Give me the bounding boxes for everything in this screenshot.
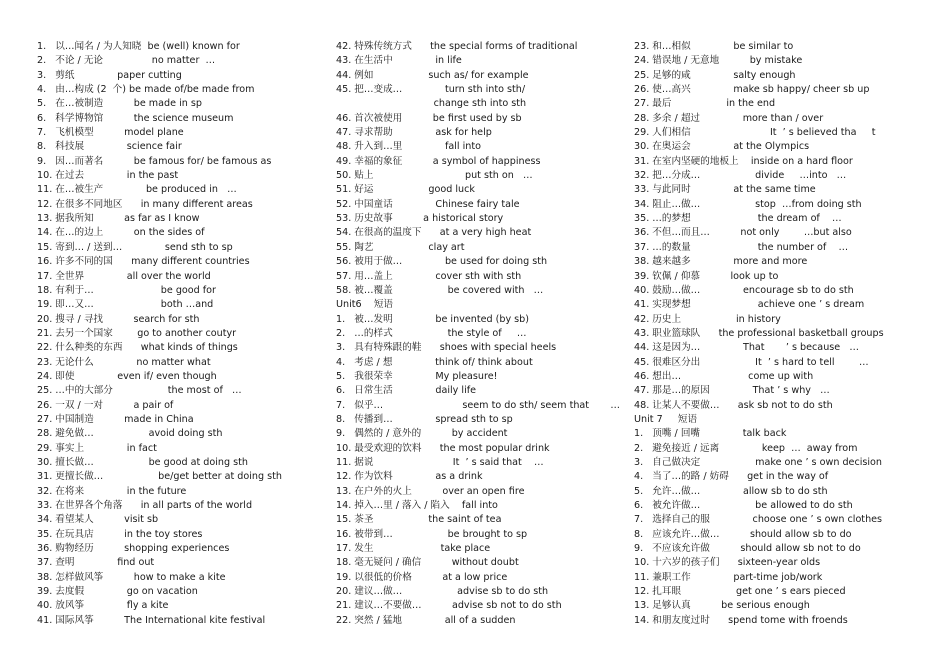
vocab-entry: 29. 人们相信 It ’ s believed tha t (634, 127, 876, 139)
vocab-entry: 27. 中国制造 made in China (37, 413, 194, 425)
vocab-entry: 40. 鼓励…做… encourage sb to do sth (634, 284, 854, 296)
vocab-entry: 44. 例如 such as/ for example (336, 69, 529, 81)
vocab-entry: 23. 和…相似 be similar to (634, 41, 794, 52)
vocab-entry: 16. 许多不同的国 many different countries (37, 256, 250, 268)
vocab-entry: 7. 似乎… seem to do sth/ seem that … (336, 399, 621, 411)
vocab-entry: 32. 在将来 in the future (37, 485, 187, 497)
vocab-entry: 6. 被允许做… be allowed to do sth (634, 500, 853, 511)
vocab-entry: 18. 有利于… be good for (37, 284, 216, 296)
vocab-entry: 23. 无论什么 no matter what (37, 356, 211, 368)
vocab-entry: change sth into sth (336, 98, 527, 110)
vocab-entry: 19. 以很低的价格 at a low price (336, 571, 508, 583)
vocab-entry: 56. 被用于做… be used for doing sth (336, 256, 548, 268)
vocab-entry: 2. 避免接近 / 远离 keep … away from (634, 442, 858, 454)
vocab-entry: 2. …的样式 the style of … (336, 327, 527, 339)
vocab-entry: 7. 选择自己的服 choose one ’ s own clothes (634, 514, 883, 526)
vocab-entry: 33. 在世界各个角落 in all parts of the world (37, 500, 253, 511)
vocab-entry: 41. 国际风筝 The International kite festival (37, 614, 266, 626)
vocab-entry: 10. 十六岁的孩子们 sixteen-year olds (634, 557, 821, 569)
vocab-entry: 3. 具有特殊跟的鞋 shoes with special heels (336, 342, 557, 354)
vocab-entry: 22. 突然 / 猛地 all of a sudden (336, 614, 516, 626)
vocab-entry: 11. 据说 It ’ s said that … (336, 456, 544, 468)
vocab-entry: 57. 用…盖上 cover sth with sth (336, 270, 522, 282)
vocab-entry: 40. 放风筝 fly a kite (37, 600, 169, 612)
vocab-entry: 24. 即使 even if/ even though (37, 370, 217, 382)
vocab-entry: 30. 在奥运会 at the Olympics (634, 141, 810, 153)
vocab-entry: 29. 事实上 in fact (37, 442, 157, 454)
vocab-entry: 45. 把…变成… turn sth into sth/ (336, 84, 526, 96)
vocab-entry: 15. 寄到… / 送到… send sth to sp (37, 241, 233, 253)
vocab-entry: 49. 幸福的象征 a symbol of happiness (336, 155, 541, 167)
vocab-entry: 21. 建议…不要做… advise sb not to do sth (336, 600, 562, 612)
vocab-entry: 3. 剪纸 paper cutting (37, 69, 182, 81)
vocab-entry: 47. 寻求帮助 ask for help (336, 127, 492, 139)
vocab-entry: 27. 最后 in the end (634, 98, 776, 110)
vocab-entry: 25. 足够的咸 salty enough (634, 69, 796, 81)
vocab-entry: 12. 在很多不同地区 in many different areas (37, 198, 253, 210)
vocab-entry: 3. 自己做决定 make one ’ s own decision (634, 456, 882, 468)
vocab-entry: 46. 想出… come up with (634, 370, 814, 382)
vocab-entry: 36. 购物经历 shopping experiences (37, 543, 230, 555)
vocab-entry: 6. 科学博物馆 the science museum (37, 112, 234, 124)
vocab-entry: 1. 以…闻名 / 为人知晓 be (well) known for (37, 41, 240, 52)
vocab-entry: 18. 毫无疑问 / 确信 without doubt (336, 557, 519, 569)
vocab-entry: 14. 在…的边上 on the sides of (37, 227, 205, 239)
vocab-entry: 10. 在过去 in the past (37, 170, 179, 182)
vocab-entry: 13. 据我所知 as far as I know (37, 213, 200, 225)
vocab-entry: 54. 在很高的温度下 at a very high heat (336, 227, 532, 239)
vocab-entry: 38. 越来越多 more and more (634, 256, 808, 268)
vocab-entry: 52. 中国童话 Chinese fairy tale (336, 198, 520, 210)
vocab-entry: 7. 飞机模型 model plane (37, 127, 184, 139)
vocab-entry: 45. 很难区分出 It ’ s hard to tell … (634, 356, 869, 368)
vocab-entry: 34. 阻止…做… stop …from doing sth (634, 198, 862, 210)
vocab-entry: 36. 不但…而且… not only …but also (634, 227, 852, 239)
vocab-entry: 30. 擅长做… be good at doing sth (37, 456, 248, 468)
vocab-entry: 37. …的数量 the number of … (634, 241, 849, 253)
vocab-entry: 1. 被…发明 be invented (by sb) (336, 313, 530, 325)
vocab-entry: 9. 偶然的 / 意外的 by accident (336, 428, 508, 440)
vocab-entry: 20. 搜寻 / 寻找 search for sth (37, 313, 200, 325)
vocab-entry: 46. 首次被使用 be first used by sb (336, 112, 522, 124)
vocab-entry: 12. 扎耳眼 get one ’ s ears pieced (634, 586, 846, 598)
vocab-entry: 43. 职业篮球队 the professional basketball groups (634, 327, 884, 339)
vocab-entry: 4. 由…构成 (2 个) be made of/be made from (37, 84, 255, 96)
vocab-entry: 14. 和朋友度过时 spend tome with froends (634, 614, 848, 626)
vocab-entry: 33. 与此同时 at the same time (634, 184, 816, 196)
vocab-entry: 1. 顶嘴 / 回嘴 talk back (634, 428, 787, 440)
vocab-entry: 25. …中的大部分 the most of … (37, 385, 242, 397)
vocab-entry: 44. 这是因为… That ’ s because … (634, 342, 859, 354)
vocab-entry: 10. 最受欢迎的饮料 the most popular drink (336, 442, 550, 454)
vocab-entry: 4. 当了…的路 / 妨碍 get in the way of (634, 471, 829, 483)
vocab-column-2 (336, 40, 628, 628)
vocab-entry: 43. 在生活中 in life (336, 55, 462, 67)
vocab-entry: 19. 即…又… both …and (37, 299, 214, 311)
vocab-entry: 55. 陶艺 clay art (336, 241, 465, 253)
vocab-entry: 8. 科技展 science fair (37, 141, 182, 153)
vocab-entry: 42. 历史上 in history (634, 313, 781, 325)
vocab-entry: 17. 发生 take place (336, 543, 491, 555)
vocab-entry: Unit6 短语 (336, 299, 394, 311)
vocab-entry: 5. 允许…做… allow sb to do sth (634, 485, 828, 497)
vocab-column-1 (37, 40, 329, 628)
vocab-entry: 28. 避免做… avoid doing sth (37, 428, 223, 440)
vocab-entry: 58. 被…覆盖 be covered with … (336, 284, 544, 296)
vocab-entry: 53. 历史故事 a historical story (336, 213, 504, 225)
vocab-entry: 8. 应该允许…做… should allow sb to do (634, 528, 852, 540)
vocab-entry: 35. …的梦想 the dream of … (634, 213, 842, 225)
vocab-entry: 35. 在玩具店 in the toy stores (37, 528, 203, 540)
vocab-entry: Unit 7 短语 (634, 413, 698, 425)
vocab-entry: 47. 那是…的原因 That ’ s why … (634, 385, 830, 397)
vocab-entry: 11. 在…被生产 be produced in … (37, 184, 237, 196)
vocab-entry: 26. 使…高兴 make sb happy/ cheer sb up (634, 84, 870, 96)
vocab-entry: 51. 好运 good luck (336, 184, 475, 196)
vocab-column-3 (634, 40, 944, 628)
vocab-entry: 48. 升入到…里 fall into (336, 141, 481, 153)
vocab-entry: 8. 传播到… spread sth to sp (336, 413, 513, 425)
vocab-entry: 2. 不论 / 无论 no matter … (37, 55, 216, 67)
vocab-entry: 28. 多余 / 超过 more than / over (634, 112, 824, 124)
vocab-entry: 34. 看望某人 visit sb (37, 514, 159, 526)
vocab-entry: 16. 被带到… be brought to sp (336, 528, 528, 540)
vocab-entry: 9. 不应该允许做 should allow sb not to do (634, 543, 861, 555)
vocab-entry: 11. 兼职工作 part-time job/work (634, 571, 823, 583)
vocab-entry: 37. 查明 find out (37, 557, 155, 569)
vocab-entry: 15. 茶圣 the saint of tea (336, 514, 502, 526)
vocab-entry: 17. 全世界 all over the world (37, 270, 211, 282)
vocab-entry: 13. 足够认真 be serious enough (634, 600, 810, 612)
vocab-entry: 4. 考虑 / 想 think of/ think about (336, 356, 533, 368)
vocab-entry: 32. 把…分成… divide …into … (634, 170, 847, 182)
vocab-entry: 22. 什么种类的东西 what kinds of things (37, 342, 238, 354)
vocab-entry: 9. 因…而著名 be famous for/ be famous as (37, 155, 272, 167)
vocab-entry: 42. 特殊传统方式 the special forms of traditional (336, 41, 578, 52)
vocab-entry: 21. 去另一个国家 go to another coutyr (37, 327, 237, 339)
vocab-entry: 12. 作为饮料 as a drink (336, 471, 483, 483)
vocab-entry: 38. 怎样做风筝 how to make a kite (37, 571, 226, 583)
vocab-entry: 31. 更擅长做… be/get better at doing sth (37, 471, 282, 483)
vocab-entry: 13. 在户外的火上 over an open fire (336, 485, 525, 497)
vocab-entry: 5. 在…被制造 be made in sp (37, 98, 202, 110)
vocab-entry: 5. 我很荣幸 My pleasure! (336, 370, 498, 382)
vocab-entry: 39. 去度假 go on vacation (37, 586, 198, 598)
vocab-entry: 31. 在室内坚硬的地板上 inside on a hard floor (634, 155, 853, 167)
vocab-entry: 39. 钦佩 / 仰慕 look up to (634, 270, 779, 282)
vocab-entry: 48. 让某人不要做… ask sb not to do sth (634, 399, 833, 411)
vocab-entry: 20. 建议…做… advise sb to do sth (336, 586, 549, 598)
vocab-entry: 6. 日常生活 daily life (336, 385, 477, 397)
vocab-entry: 41. 实现梦想 achieve one ’ s dream (634, 299, 865, 311)
vocab-entry: 14. 掉入…里 / 落入 / 陷入 fall into (336, 500, 498, 511)
vocab-entry: 50. 贴上 put sth on … (336, 170, 533, 182)
vocab-entry: 26. 一双 / 一对 a pair of (37, 399, 174, 411)
vocab-entry: 24. 错误地 / 无意地 by mistake (634, 55, 803, 67)
